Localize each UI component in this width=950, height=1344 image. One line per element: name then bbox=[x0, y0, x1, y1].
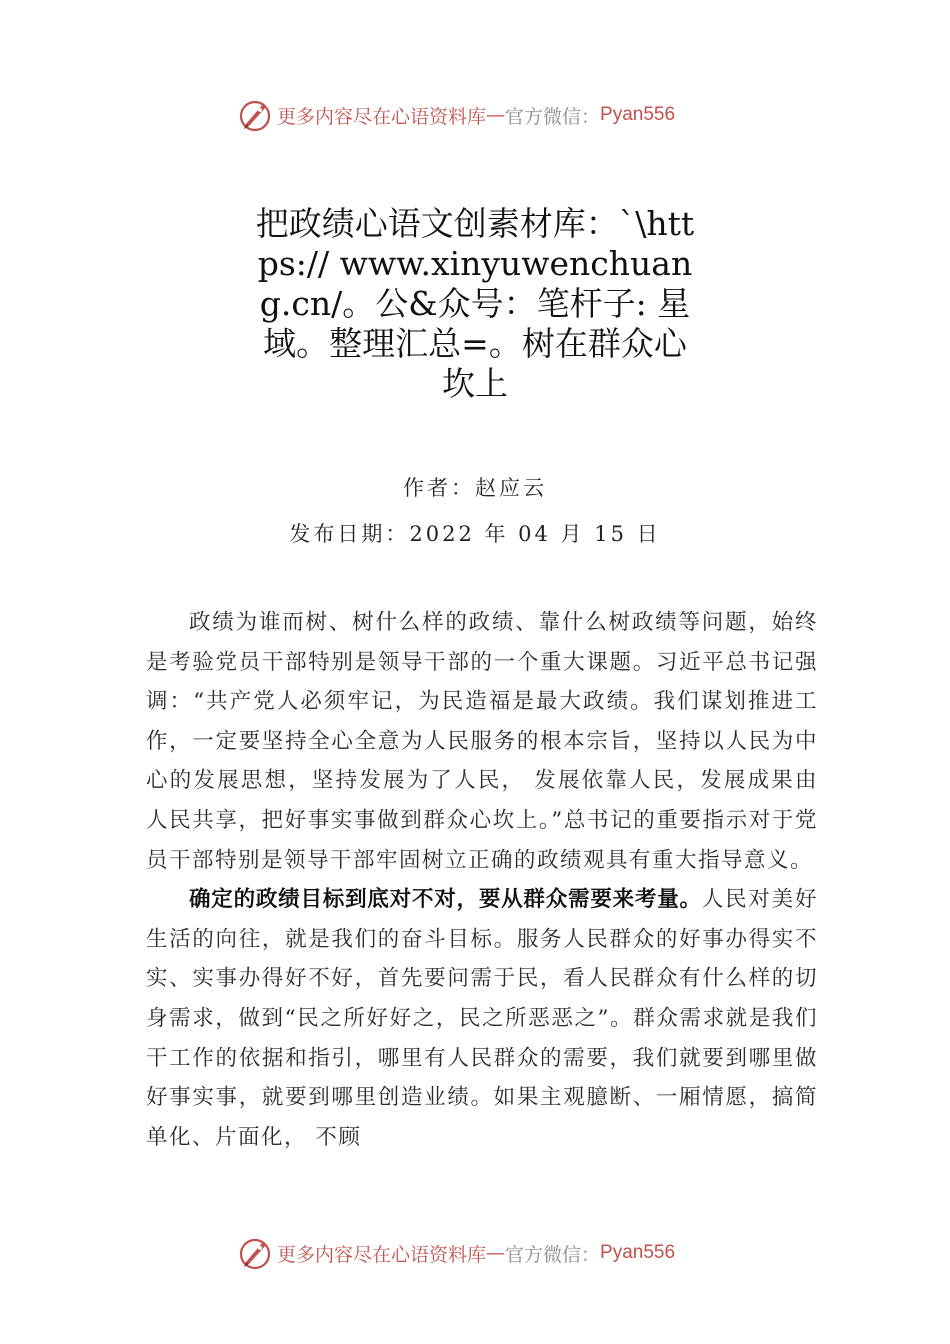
footer-banner bbox=[0, 1233, 950, 1273]
paragraph bbox=[146, 603, 818, 880]
header-banner bbox=[0, 95, 950, 135]
article-title: 把政绩心语文创素材库：`\https:// www.xinyuwenchuang.cn/。公&众号：笔杆子: 星域。整理汇总=。树在群众心坎上 bbox=[255, 204, 695, 403]
paragraph-text: 人民对美好生活的向往，就是我们的奋斗目标。服务人民群众的好事办得实不实、实事办得好不好，首先要问需于民，看人民群众有什么样的切身需求，做到“民之所好好之，民之所恶恶之”。群众需求就是我们干工作的依据和指引，哪里有人民群众的需要，我们就要到哪里做好事实事，就要到哪里创造业绩。如果主观臆断、一厢情愿，搞简单化、片面化， 不顾 bbox=[146, 887, 818, 1150]
banner-wechat-id: Pyan556 bbox=[600, 1242, 676, 1263]
banner-promo-text: 更多内容尽在心语资料库 bbox=[277, 105, 487, 128]
article-body bbox=[146, 603, 818, 1157]
banner-wechat-label: 官方微信： bbox=[505, 105, 601, 128]
banner-dash: — bbox=[486, 104, 506, 126]
footer-banner-content bbox=[237, 1233, 675, 1273]
paragraph-text: 政绩为谁而树、树什么样的政绩、靠什么树政绩等问题，始终是考验党员干部特别是领导干部的一个重大课题。习近平总书记强调：“共产党人必须牢记，为民造福是最大政绩。我们谋划推进工作，一定要坚持全心全意为人民服务的根本宗旨，坚持以人民为中心的发展思想，坚持发展为了人民， 发展依靠人民，发展成果由人民共享，把好事实事做到群众心坎上。”总书记的重要指示对于党员干部特别是领导干部牢固树立正确的政绩观具有重大指导意义。 bbox=[146, 610, 818, 873]
article-date: 发布日期：2022 年 04 月 15 日 bbox=[289, 522, 661, 546]
banner-dash: — bbox=[486, 1242, 506, 1264]
paragraph-lead: 确定的政绩目标到底对不对，要从群众需要来考量。 bbox=[189, 887, 702, 913]
paragraph bbox=[146, 880, 818, 1157]
article-author: 作者：赵应云 bbox=[403, 476, 547, 500]
banner-promo-text: 更多内容尽在心语资料库 bbox=[277, 1243, 487, 1266]
pen-logo-icon bbox=[237, 1235, 273, 1271]
header-banner-content bbox=[237, 95, 675, 135]
banner-wechat-label: 官方微信： bbox=[505, 1243, 601, 1266]
pen-logo-icon bbox=[237, 97, 273, 133]
banner-wechat-id: Pyan556 bbox=[600, 104, 676, 125]
